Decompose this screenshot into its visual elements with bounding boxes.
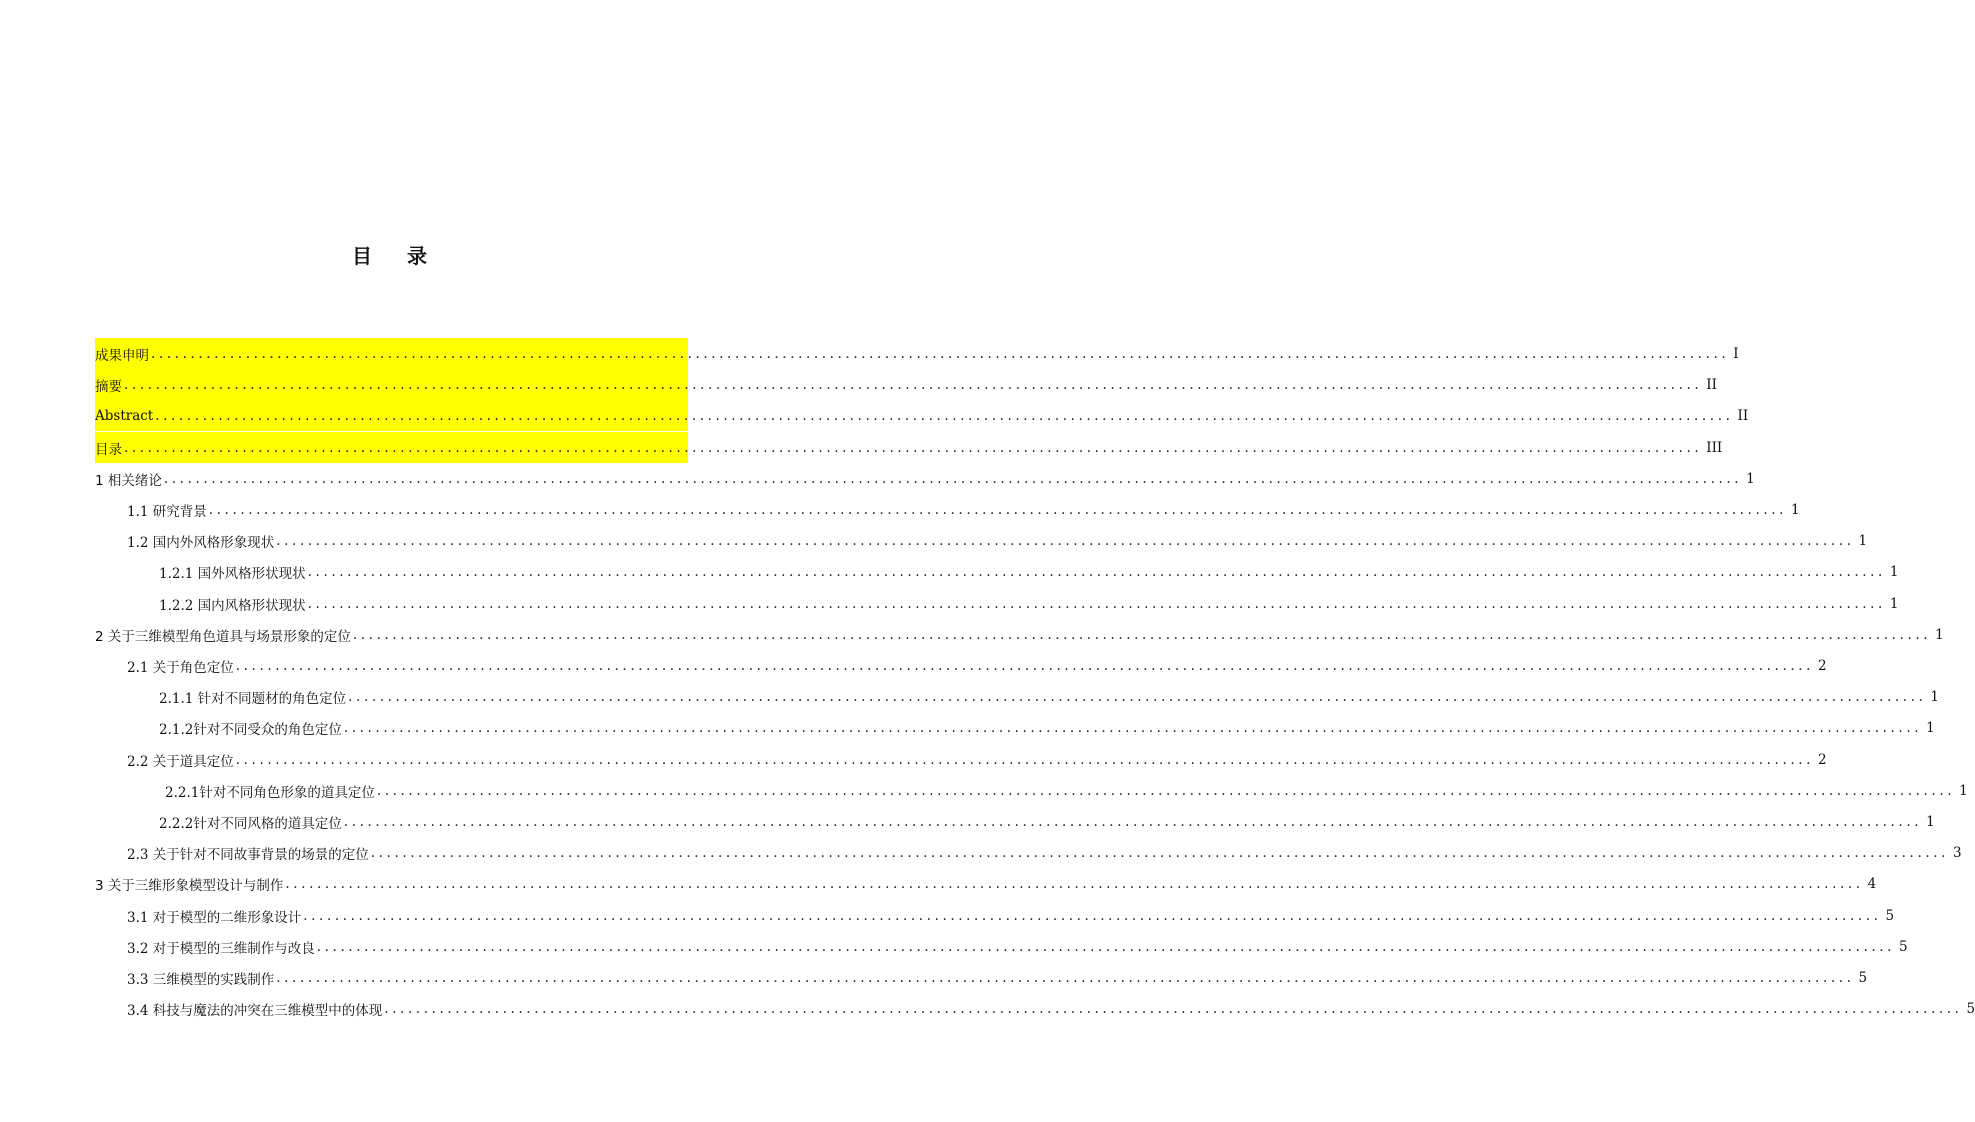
toc-leader-dots: ........................................................................................................................................................................................................ <box>384 1000 1963 1017</box>
toc-entry[interactable] <box>95 369 1717 400</box>
toc-entry-page: 1 <box>1926 719 1935 736</box>
toc-entry-label: 2 关于三维模型角色道具与场景形象的定位 <box>95 628 351 645</box>
toc-entry-page: 4 <box>1867 875 1877 892</box>
toc-entry-label: 2.2 关于道具定位 <box>127 753 234 770</box>
toc-leader-dots: ........................................................................................................................................................................................................ <box>376 782 1956 799</box>
toc-leader-dots: ........................................................................................................................................................................................................ <box>343 813 1923 830</box>
toc-entry-label: 3.4 科技与魔法的冲突在三维模型中的体现 <box>127 1002 383 1019</box>
toc-entry-label: 摘要 <box>95 378 122 395</box>
toc-leader-dots: ........................................................................................................................................................................................................ <box>235 751 1815 768</box>
toc-entry-page: 5 <box>1885 907 1895 924</box>
toc-entry-page: 1 <box>1959 782 1968 799</box>
toc-leader-dots: ........................................................................................................................................................................................................ <box>124 376 1703 393</box>
toc-entry[interactable] <box>127 962 1868 993</box>
toc-entry[interactable] <box>127 900 1895 931</box>
toc-entry[interactable] <box>165 775 1968 806</box>
toc-entry-page: 2 <box>1818 751 1827 768</box>
toc-entry[interactable] <box>95 619 1944 650</box>
toc-entry-label: 2.2.1针对不同角色形象的道具定位 <box>165 784 375 801</box>
toc-leader-dots: ........................................................................................................................................................................................................ <box>316 938 1896 955</box>
toc-entry-label: 1.2.1 国外风格形状现状 <box>159 565 306 582</box>
toc-leader-dots: ........................................................................................................................................................................................................ <box>285 875 1864 892</box>
toc-leader-dots: ........................................................................................................................................................................................................ <box>307 563 1886 580</box>
toc-entry-label: 2.1.1 针对不同题材的角色定位 <box>159 690 347 707</box>
toc-entry-label: 3.1 对于模型的二维形象设计 <box>127 909 302 926</box>
toc-leader-dots: ........................................................................................................................................................................................................ <box>163 470 1743 487</box>
toc-entry-page: 1 <box>1926 813 1935 830</box>
toc-entry[interactable] <box>127 931 1908 962</box>
toc-entry-page: 5 <box>1966 1000 1975 1017</box>
toc-entry-page: II <box>1706 376 1717 393</box>
toc-leader-dots: ........................................................................................................................................................................................................ <box>352 626 1932 643</box>
toc-entry[interactable] <box>95 868 1877 899</box>
toc-entry-page: I <box>1733 345 1739 362</box>
toc-entry[interactable] <box>159 588 1899 619</box>
toc-entry[interactable] <box>127 744 1827 775</box>
toc-entry-label: 2.1 关于角色定位 <box>127 659 234 676</box>
toc-entry-label: 目录 <box>95 441 122 458</box>
toc-entry[interactable] <box>127 525 1868 556</box>
toc-entry[interactable] <box>159 712 1935 743</box>
toc-entry[interactable] <box>127 650 1827 681</box>
toc-leader-dots: ........................................................................................................................................................................................................ <box>303 907 1882 924</box>
page-title: 目 录 <box>352 244 441 268</box>
toc-entry[interactable] <box>95 463 1755 494</box>
toc-entry-label: 3.3 三维模型的实践制作 <box>127 971 275 988</box>
toc-leader-dots: ........................................................................................................................................................................................................ <box>276 969 1855 986</box>
toc-leader-dots: ........................................................................................................................................................................................................ <box>124 439 1703 456</box>
toc-leader-dots: ........................................................................................................................................................................................................ <box>307 595 1886 612</box>
toc-entry[interactable] <box>127 993 1975 1024</box>
toc-entry-label: 2.2.2针对不同风格的道具定位 <box>159 815 342 832</box>
toc-entry-label: 3 关于三维形象模型设计与制作 <box>95 877 284 894</box>
toc-entry-label: 1.1 研究背景 <box>127 503 207 520</box>
toc-entry-page: 1 <box>1746 470 1755 487</box>
toc-entry-page: 2 <box>1818 657 1827 674</box>
toc-entry-label: 2.1.2针对不同受众的角色定位 <box>159 721 342 738</box>
toc-entry-page: 1 <box>1889 563 1899 580</box>
toc-entry[interactable] <box>159 681 1940 712</box>
toc-leader-dots: ........................................................................................................................................................................................................ <box>276 532 1855 549</box>
toc-entry[interactable] <box>127 494 1800 525</box>
toc-entry[interactable] <box>95 400 1749 431</box>
toc-leader-dots: ........................................................................................................................................................................................................ <box>235 657 1815 674</box>
toc-entry-page: 1 <box>1935 626 1944 643</box>
toc-entry[interactable] <box>159 806 1935 837</box>
toc-entry-page: III <box>1706 439 1723 456</box>
toc-leader-dots: ........................................................................................................................................................................................................ <box>208 501 1788 518</box>
toc-entry[interactable] <box>95 432 1723 463</box>
toc-entry-label: 1.2 国内外风格形象现状 <box>127 534 275 551</box>
toc-entry-page: 1 <box>1930 688 1940 705</box>
toc-entry-label: Abstract <box>95 407 154 424</box>
toc-leader-dots: ........................................................................................................................................................................................................ <box>343 719 1923 736</box>
toc-entry-page: 1 <box>1791 501 1800 518</box>
toc-entry[interactable] <box>95 338 1739 369</box>
toc-leader-dots: ........................................................................................................................................................................................................ <box>151 345 1730 362</box>
toc-entry-label: 2.3 关于针对不同故事背景的场景的定位 <box>127 846 369 863</box>
toc-entry[interactable] <box>159 556 1899 587</box>
toc-entry[interactable] <box>127 837 1962 868</box>
toc-entry-page: II <box>1737 407 1749 424</box>
toc-entry-page: 1 <box>1889 595 1899 612</box>
toc-entry-page: 1 <box>1858 532 1868 549</box>
toc-entry-page: 5 <box>1899 938 1908 955</box>
toc-entry-label: 成果申明 <box>95 347 149 364</box>
toc-entry-page: 5 <box>1858 969 1868 986</box>
toc-entry-label: 3.2 对于模型的三维制作与改良 <box>127 940 315 957</box>
toc-leader-dots: ........................................................................................................................................................................................................ <box>348 688 1927 705</box>
toc-entry-label: 1 相关绪论 <box>95 472 162 489</box>
toc-entry-label: 1.2.2 国内风格形状现状 <box>159 597 306 614</box>
toc-entry-page: 3 <box>1953 844 1962 861</box>
toc-leader-dots: ........................................................................................................................................................................................................ <box>155 407 1734 424</box>
toc-leader-dots: ........................................................................................................................................................................................................ <box>370 844 1950 861</box>
